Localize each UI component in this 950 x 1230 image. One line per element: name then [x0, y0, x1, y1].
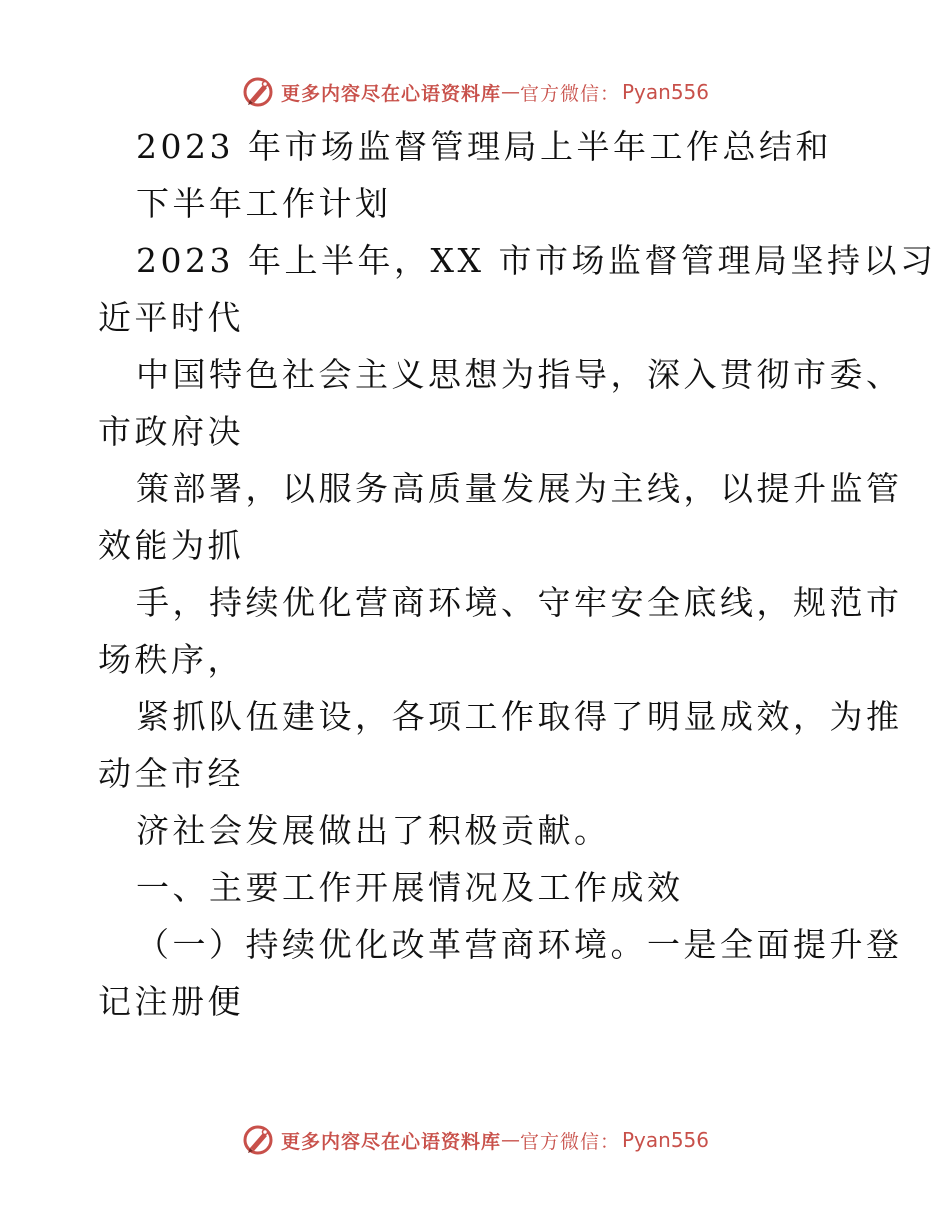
text-line: 下半年工作计划 — [136, 184, 392, 223]
text-line: 策部署，以服务高质量发展为主线，以提升监管 — [136, 469, 903, 508]
text-line: 紧抓队伍建设，各项工作取得了明显成效，为推 — [136, 697, 903, 736]
text-line: 记注册便 — [98, 982, 244, 1021]
text-line: 效能为抓 — [98, 526, 244, 565]
text-line: 场秩序， — [98, 640, 244, 679]
footer-watermark-banner — [0, 1120, 950, 1160]
banner-main-text: 更多内容尽在心语资料库 — [280, 82, 501, 105]
text-line: 近平时代 — [98, 298, 244, 337]
text-line: 济社会发展做出了积极贡献。 — [136, 811, 611, 850]
text-line: 2023 年上半年，XX 市市场监督管理局坚持以习 — [136, 241, 937, 280]
text-line: 中国特色社会主义思想为指导，深入贯彻市委、 — [136, 355, 903, 394]
text-line: （一）持续优化改革营商环境。一是全面提升登 — [136, 925, 903, 964]
banner-label: 官方微信： — [519, 82, 620, 105]
text-line: 2023 年市场监督管理局上半年工作总结和 — [136, 127, 832, 166]
banner-main-text: 更多内容尽在心语资料库 — [280, 1130, 501, 1153]
text-line: 市政府决 — [98, 412, 244, 451]
banner-separator: — — [500, 1129, 520, 1151]
banner-label: 官方微信： — [519, 1130, 620, 1153]
text-line: 一、主要工作开展情况及工作成效 — [136, 868, 684, 907]
text-line: 动全市经 — [98, 754, 244, 793]
banner-wechat-id: Pyan556 — [622, 80, 710, 104]
banner-separator: — — [500, 81, 520, 103]
document-body — [98, 118, 937, 1030]
text-line: 手，持续优化营商环境、守牢安全底线，规范市 — [136, 583, 903, 622]
pen-logo-icon — [241, 1123, 275, 1157]
banner-wechat-id: Pyan556 — [622, 1128, 710, 1152]
header-watermark-banner — [0, 72, 950, 112]
pen-logo-icon — [241, 75, 275, 109]
